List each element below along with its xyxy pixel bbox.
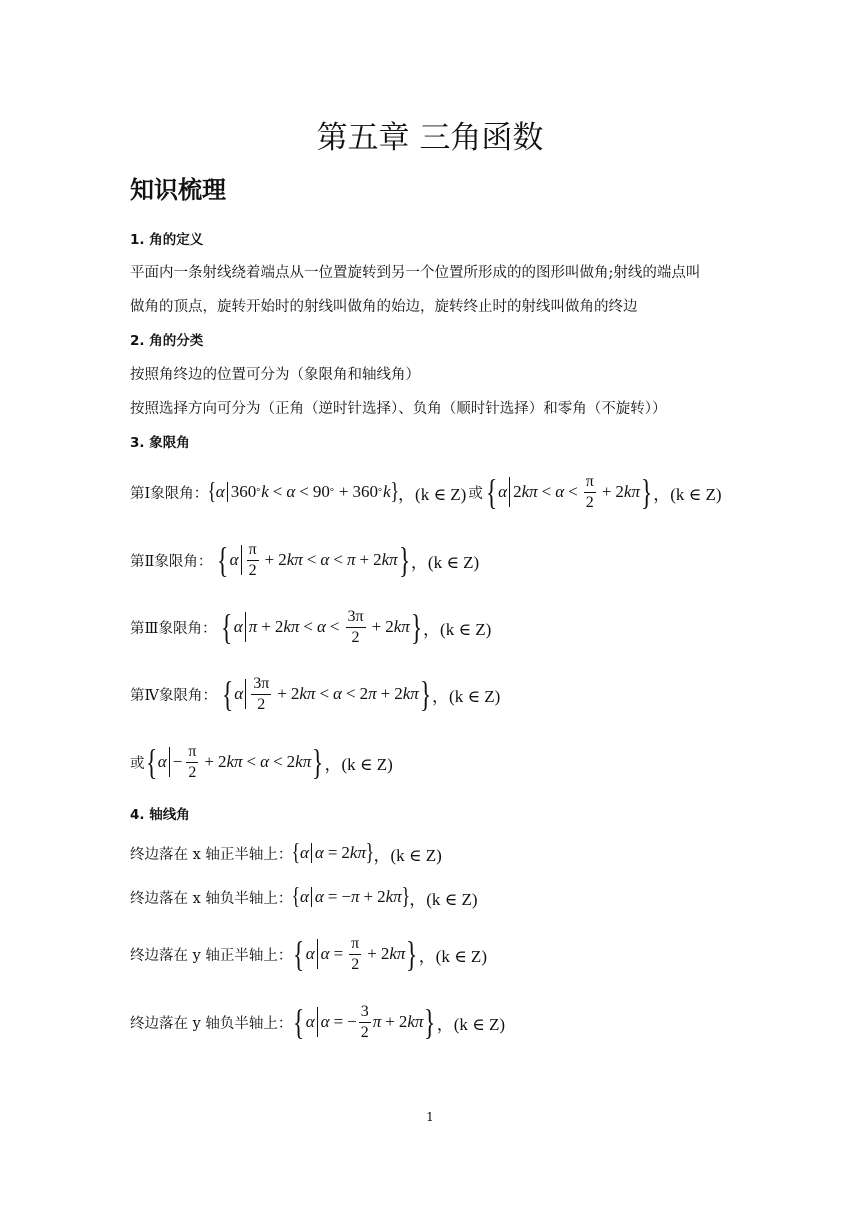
- y-positive-axis-formula: 终边落在 y 轴正半轴上： { α α = $\frac{\pi}{2}$ + 2 kπ } ，(k ∈ Z): [130, 934, 487, 974]
- quadrant-1-or: 或: [468, 485, 483, 502]
- y-negative-axis-formula: 终边落在 y 轴负半轴上： { α α = − $\frac{3}{2}$ π + 2 kπ } ，(k ∈ Z): [130, 1002, 506, 1042]
- section-3-title: 3. 象限角: [130, 435, 190, 451]
- section-4-title: 4. 轴线角: [130, 807, 190, 823]
- section-heading: 知识梳理: [130, 176, 226, 204]
- x-negative-label: 终边落在 x 轴负半轴上：: [130, 890, 293, 907]
- quadrant-2-label: 第Ⅱ象限角：: [130, 553, 213, 570]
- quadrant-4-alt-formula: 或 { α − $\frac{\pi}{2}$ + 2 kπ < α < 2 kπ } ，(k ∈ Z): [130, 742, 393, 782]
- quadrant-4-or: 或: [130, 755, 145, 772]
- quadrant-3-formula: 第Ⅲ象限角： { α π + 2 kπ < α < $\frac{3\pi}{2}$ + 2 kπ } ，(k ∈ Z): [130, 607, 492, 647]
- quadrant-1-formula: 第Ⅰ象限角： { α 360 ° k < α < 90 ° + 360 ° k } ，(k ∈ Z) 或 { α 2 kπ < α < $\frac{\pi}{2}$ + 2 kπ } ，(k ∈ Z): [130, 472, 722, 512]
- quadrant-4-label: 第Ⅳ象限角：: [130, 687, 217, 704]
- x-positive-axis-formula: 终边落在 x 轴正半轴上： { α α = 2 kπ } ，(k ∈ Z): [130, 840, 442, 866]
- page-title: 第五章 三角函数: [316, 120, 544, 156]
- section-2-title: 2. 角的分类: [130, 333, 204, 349]
- quadrant-3-label: 第Ⅲ象限角：: [130, 620, 217, 637]
- y-negative-label: 终边落在 y 轴负半轴上：: [130, 1015, 293, 1032]
- section-1-title: 1. 角的定义: [130, 232, 204, 248]
- y-positive-label: 终边落在 y 轴正半轴上：: [130, 947, 293, 964]
- quadrant-2-formula: 第Ⅱ象限角： { α $\frac{\pi}{2}$ + 2 kπ < α < π + 2 kπ } ，(k ∈ Z): [130, 540, 480, 580]
- s2-paragraph-line-2: 按照选择方向可分为（正角（逆时针选择）、负角（顺时针选择）和零角（不旋转））: [130, 401, 667, 417]
- quadrant-1-label: 第Ⅰ象限角：: [130, 485, 209, 502]
- s1-paragraph-line-2: 做角的顶点，旋转开始时的射线叫做角的始边，旋转终止时的射线叫做角的终边: [130, 299, 638, 315]
- s1-paragraph-line-1: 平面内一条射线绕着端点从一位置旋转到另一个位置所形成的的图形叫做角;射线的端点叫: [130, 265, 701, 281]
- page-number: 1: [426, 1110, 434, 1124]
- x-negative-axis-formula: 终边落在 x 轴负半轴上： { α α = − π + 2 kπ } ，(k ∈ Z): [130, 884, 478, 910]
- quadrant-4-formula: 第Ⅳ象限角： { α $\frac{3\pi}{2}$ + 2 kπ < α < 2 π + 2 kπ } ，(k ∈ Z): [130, 674, 501, 714]
- s2-paragraph-line-1: 按照角终边的位置可分为（象限角和轴线角）: [130, 367, 420, 383]
- x-positive-label: 终边落在 x 轴正半轴上：: [130, 846, 293, 863]
